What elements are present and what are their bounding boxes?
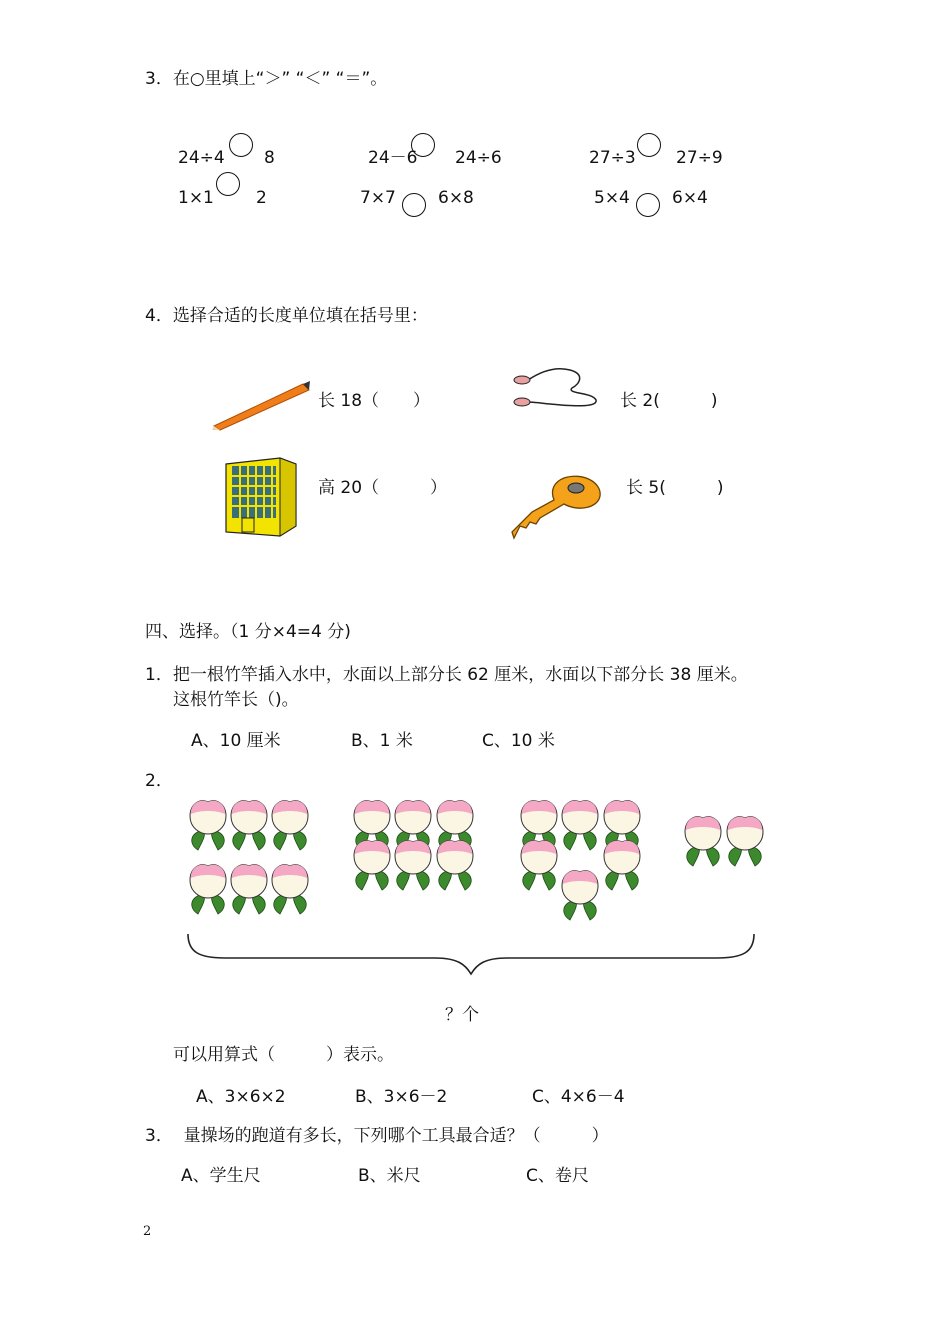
peach-icon (231, 865, 267, 914)
compare-left: 5×4 (594, 188, 630, 208)
peach-icon (437, 841, 473, 890)
q3-heading: 3．在○里填上“＞” “＜” “＝”。 (145, 69, 388, 89)
question-2-number: 2． (145, 771, 173, 791)
compare-left: 7×7 (360, 188, 396, 208)
compare-right: 24÷6 (455, 148, 502, 168)
peach-icon (562, 801, 598, 850)
peach-icon (190, 865, 226, 914)
unit-item-building: 高 20（ ） (318, 478, 448, 498)
page-number: 2 (143, 1224, 152, 1239)
section-heading: 四、选择。（1 分×4=4 分) (145, 622, 351, 642)
brace-label: ？个 (445, 1005, 479, 1025)
peach-icon (604, 841, 640, 890)
question-1-line2: 这根竹竿长（)。 (173, 690, 299, 710)
compare-right: 27÷9 (676, 148, 723, 168)
option-b[interactable]: B、米尺 (358, 1166, 421, 1186)
compare-left: 24÷4 (178, 148, 225, 168)
compare-right: 2 (256, 188, 267, 208)
peach-icon (685, 817, 721, 866)
unit-item-rope: 长 2( ) (620, 391, 718, 411)
peach-icon (231, 801, 267, 850)
option-c[interactable]: C、4×6－4 (532, 1087, 625, 1107)
peach-icon (727, 817, 763, 866)
peach-icon (354, 841, 390, 890)
peach-icon (272, 801, 308, 850)
option-c[interactable]: C、卷尺 (526, 1166, 589, 1186)
option-b[interactable]: B、1 米 (351, 731, 413, 751)
option-a[interactable]: A、10 厘米 (191, 731, 281, 751)
option-a[interactable]: A、学生尺 (181, 1166, 261, 1186)
compare-left: 1×1 (178, 188, 214, 208)
compare-left: 27÷3 (589, 148, 636, 168)
peach-icon (272, 865, 308, 914)
peach-icon (190, 801, 226, 850)
compare-right: 6×8 (438, 188, 474, 208)
option-a[interactable]: A、3×6×2 (196, 1087, 286, 1107)
q4-heading: 4．选择合适的长度单位填在括号里： (145, 306, 428, 326)
unit-item-pencil: 长 18（ ） (318, 391, 431, 411)
peach-icon (395, 841, 431, 890)
peach-icon (521, 841, 557, 890)
compare-left: 24－6 (368, 148, 418, 168)
compare-right: 6×4 (672, 188, 708, 208)
question-1-line1: 1．把一根竹竿插入水中，水面以上部分长 62 厘米，水面以下部分长 38 厘米。 (145, 665, 748, 685)
peach-icon (562, 871, 598, 920)
question-2-prompt: 可以用算式（ ）表示。 (173, 1045, 394, 1065)
compare-right: 8 (264, 148, 275, 168)
question-3-text: 3． 量操场的跑道有多长，下列哪个工具最合适？（ ） (145, 1126, 609, 1146)
option-b[interactable]: B、3×6－2 (355, 1087, 448, 1107)
unit-item-key: 长 5( ) (626, 478, 724, 498)
option-c[interactable]: C、10 米 (482, 731, 555, 751)
curly-brace (185, 930, 760, 980)
